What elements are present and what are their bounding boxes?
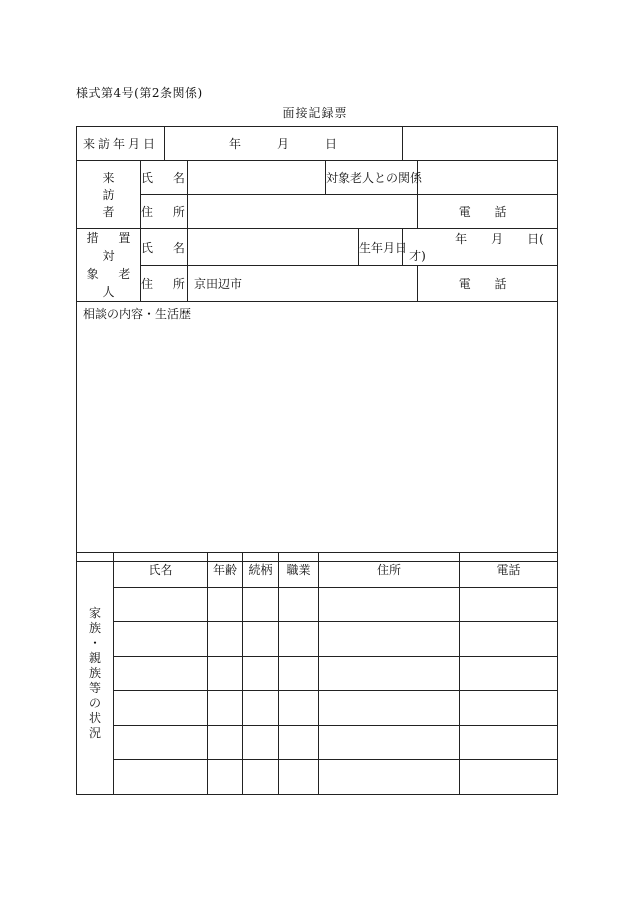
family-phone-cell[interactable] — [460, 622, 558, 657]
elder-label-line1: 措 置 対 — [86, 231, 139, 263]
elder-birth-label: 生年月日 — [359, 229, 403, 266]
elder-label-line2: 象 老 人 — [86, 267, 139, 299]
family-age-cell[interactable] — [208, 725, 243, 760]
visit-date-label: 来訪年月日 — [77, 127, 165, 161]
family-side-label — [77, 553, 114, 795]
family-side-char: 族 — [88, 620, 101, 635]
visitor-address-label: 住 所 — [141, 195, 188, 229]
family-name-cell[interactable] — [114, 725, 208, 760]
family-address-cell[interactable] — [319, 691, 460, 726]
family-side-char: 家 — [88, 605, 101, 620]
visit-month-unit: 月 — [277, 137, 290, 151]
family-age-cell[interactable] — [208, 622, 243, 657]
family-occupation-cell[interactable] — [279, 587, 319, 622]
family-address-cell[interactable] — [319, 587, 460, 622]
table-row — [77, 622, 558, 657]
elder-address-field[interactable]: 京田辺市 — [188, 266, 418, 302]
consultation-field[interactable] — [77, 302, 558, 562]
visitor-name-label: 氏 名 — [141, 161, 188, 195]
visit-year-unit: 年 — [229, 137, 242, 151]
table-row — [77, 691, 558, 726]
family-age-cell[interactable] — [208, 656, 243, 691]
family-relation-cell[interactable] — [243, 725, 279, 760]
family-side-char: 族 — [88, 665, 101, 680]
form-title: 面接記録票 — [282, 106, 348, 120]
family-relation-cell[interactable] — [243, 656, 279, 691]
form-number: 様式第4号(第2条関係) — [76, 86, 203, 100]
family-occupation-cell[interactable] — [279, 760, 319, 795]
family-col-phone: 電話 — [460, 553, 558, 588]
family-col-occupation: 職業 — [279, 553, 319, 588]
family-phone-cell[interactable] — [460, 691, 558, 726]
family-age-cell[interactable] — [208, 691, 243, 726]
elder-birth-year-unit: 年 — [455, 232, 468, 246]
family-phone-cell[interactable] — [460, 725, 558, 760]
family-occupation-cell[interactable] — [279, 622, 319, 657]
family-side-char: 状 — [88, 710, 101, 725]
table-row — [77, 760, 558, 795]
family-phone-cell[interactable] — [460, 656, 558, 691]
interview-record-table — [76, 126, 558, 562]
visitor-phone-label: 電 話 — [418, 195, 558, 229]
family-relation-cell[interactable] — [243, 760, 279, 795]
family-occupation-cell[interactable] — [279, 691, 319, 726]
visit-day-unit: 日 — [325, 137, 338, 151]
table-row — [77, 725, 558, 760]
elder-birth-month-unit: 月 — [491, 232, 504, 246]
family-side-char: の — [88, 695, 101, 710]
visit-date-field[interactable] — [165, 127, 403, 161]
family-side-char: 等 — [88, 680, 101, 695]
family-phone-cell[interactable] — [460, 760, 558, 795]
family-occupation-cell[interactable] — [279, 725, 319, 760]
visitor-relation-label: 対象老人との関係 — [326, 161, 418, 195]
family-age-cell[interactable] — [208, 760, 243, 795]
visit-extra-field[interactable] — [403, 127, 558, 161]
family-address-cell[interactable] — [319, 725, 460, 760]
table-row — [77, 656, 558, 691]
family-name-cell[interactable] — [114, 691, 208, 726]
consultation-label: 相談の内容・生活歴 — [83, 307, 192, 321]
family-name-cell[interactable] — [114, 622, 208, 657]
family-relation-cell[interactable] — [243, 587, 279, 622]
family-relation-cell[interactable] — [243, 691, 279, 726]
family-name-cell[interactable] — [114, 587, 208, 622]
family-name-cell[interactable] — [114, 760, 208, 795]
elder-phone-label: 電 話 — [418, 266, 558, 302]
elder-birth-day-unit: 日( — [527, 232, 544, 246]
family-side-char: 親 — [88, 650, 101, 665]
visitor-relation-field[interactable] — [418, 161, 558, 195]
table-row — [77, 587, 558, 622]
family-address-cell[interactable] — [319, 622, 460, 657]
family-occupation-cell[interactable] — [279, 656, 319, 691]
elder-name-label: 氏 名 — [141, 229, 188, 266]
elder-name-field[interactable] — [188, 229, 359, 266]
family-phone-cell[interactable] — [460, 587, 558, 622]
family-name-cell[interactable] — [114, 656, 208, 691]
elder-age-unit: 才) — [409, 249, 426, 263]
elder-address-label: 住 所 — [141, 266, 188, 302]
elder-label — [77, 229, 141, 302]
family-status-table — [76, 552, 558, 795]
family-address-cell[interactable] — [319, 656, 460, 691]
family-col-age: 年齢 — [208, 553, 243, 588]
family-col-address: 住所 — [319, 553, 460, 588]
visitor-label: 来 訪 者 — [77, 161, 141, 229]
elder-birth-field[interactable] — [403, 229, 558, 266]
family-age-cell[interactable] — [208, 587, 243, 622]
family-col-name: 氏名 — [114, 553, 208, 588]
visitor-address-field[interactable] — [188, 195, 418, 229]
family-side-char: 況 — [88, 725, 101, 740]
visitor-name-field[interactable] — [188, 161, 326, 195]
family-side-char: ・ — [88, 635, 101, 650]
family-col-relation: 続柄 — [243, 553, 279, 588]
family-relation-cell[interactable] — [243, 622, 279, 657]
family-address-cell[interactable] — [319, 760, 460, 795]
